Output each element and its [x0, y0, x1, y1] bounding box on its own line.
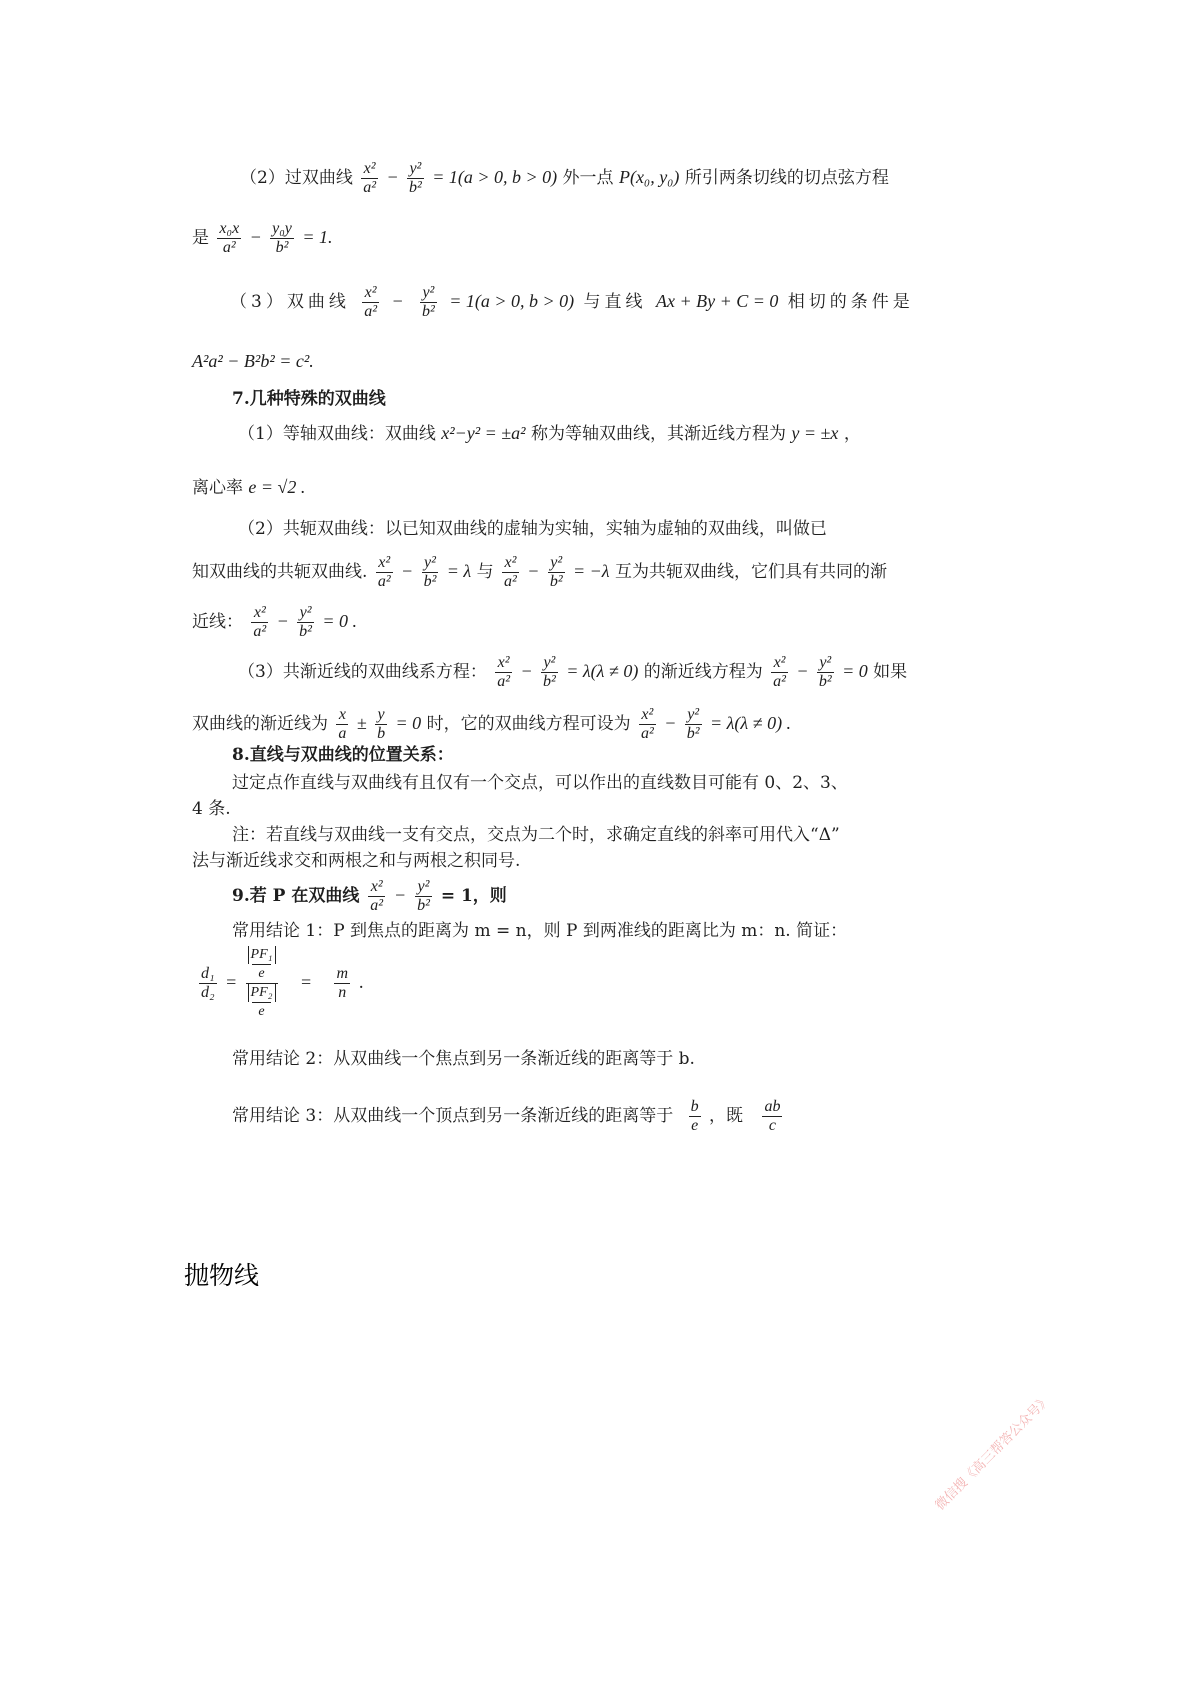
- fraction-d1-d2: $\frac{\text{d₁}}{\text{d₂}}$: [201, 965, 215, 1001]
- text: 相切的条件是: [787, 292, 914, 312]
- minus: −: [520, 661, 533, 681]
- fraction-y-b: $\frac{y}{b}$: [377, 706, 386, 742]
- text: 与: [476, 562, 494, 582]
- compound-fraction: [246, 946, 278, 1021]
- watermark: 微信搜《高三帮答公众号》: [932, 1392, 1054, 1514]
- denominator-e: e: [252, 964, 270, 983]
- fraction-x2-a2: $\frac{\text{x²}}{\text{a²}}$: [504, 554, 517, 590]
- text: 称为等轴双曲线，其渐近线方程为: [530, 424, 786, 444]
- equation: = 0: [842, 661, 868, 681]
- conclusion-1: 常用结论 1：P 到焦点的距离为 m = n，则 P 到两准线的距离比为 m：n. 简证：: [232, 921, 848, 941]
- section-heading-parabola: 抛物线: [184, 1261, 260, 1290]
- text: 是: [192, 228, 209, 248]
- text: 近线：: [192, 612, 243, 632]
- fraction-x2-a2: $\frac{\text{x²}}{\text{a²}}$: [253, 604, 267, 640]
- minus: −: [394, 885, 407, 905]
- section-7-item1: [238, 422, 861, 445]
- text: （2）过双曲线: [240, 168, 353, 188]
- text: （3）共渐近线的双曲线系方程：: [238, 662, 487, 682]
- fraction-x2-a2: $\frac{\text{x²}}{\text{a²}}$: [363, 160, 377, 196]
- text: 离心率: [192, 478, 243, 498]
- minus: −: [796, 661, 809, 681]
- paragraph-3-line1: [230, 284, 914, 321]
- text: 的渐近线方程为: [643, 662, 763, 682]
- section-8-line1: 过定点作直线与双曲线有且仅有一个交点，可以作出的直线数目可能有 0、2、3、: [232, 773, 848, 793]
- equation: x²−y² = ±a²: [441, 423, 526, 443]
- conclusion-2: 常用结论 2：从双曲线一个焦点到另一条渐近线的距离等于 b.: [232, 1049, 695, 1069]
- text: ，既: [709, 1106, 744, 1126]
- section-7-item1-ecc: [192, 476, 305, 499]
- fraction-x-a: $\frac{x}{a}$: [338, 706, 347, 742]
- text: 知双曲线的共轭双曲线.: [192, 562, 368, 582]
- text: 所引两条切线的切点弦方程: [684, 168, 889, 188]
- conclusion-1-proof: [196, 946, 364, 1021]
- denominator-e: e: [252, 1002, 270, 1021]
- fraction-x2-a2: $\frac{\text{x²}}{\text{a²}}$: [377, 554, 391, 590]
- line-equation: Ax + By + C = 0: [655, 291, 779, 311]
- section-7-item3-line2: [192, 706, 791, 743]
- text: （1）等轴双曲线：双曲线: [238, 424, 436, 444]
- section-7-item3-line1: [238, 654, 907, 691]
- equation: = λ(λ ≠ 0): [566, 661, 639, 681]
- fraction-x2-a2: $\frac{\text{x²}}{\text{a²}}$: [364, 284, 378, 320]
- section-8-note2: 法与渐近线求交和两根之和与两根之积同号.: [192, 851, 521, 871]
- fraction-x2-a2: $\frac{\text{x²}}{\text{a²}}$: [773, 654, 786, 690]
- fraction-y2-b2: $\frac{\text{y²}}{\text{b²}}$: [417, 878, 430, 914]
- compound-numerator: [246, 946, 278, 984]
- minus: −: [527, 561, 540, 581]
- text: 常用结论 3：从双曲线一个顶点到另一条渐近线的距离等于: [232, 1106, 674, 1126]
- fraction-y2-b2: $\frac{\text{y²}}{\text{b²}}$: [299, 604, 312, 640]
- text: 9.若 P 在双曲线: [232, 886, 360, 906]
- plus-minus: ±: [356, 713, 367, 733]
- equation: = 1(a > 0, b > 0): [432, 167, 558, 187]
- equation: = 1(a > 0, b > 0): [449, 291, 575, 311]
- paragraph-2-line1: [240, 160, 889, 197]
- fraction-y2-b2: $\frac{\text{y²}}{\text{b²}}$: [549, 554, 563, 590]
- section-8-note1: 注：若直线与双曲线一支有交点，交点为二个时，求确定直线的斜率可用代入“Δ”: [232, 825, 840, 845]
- section-9-title: [232, 878, 507, 915]
- compound-denominator: [246, 984, 278, 1021]
- fraction-y2-b2: $\frac{\text{y²}}{\text{b²}}$: [423, 554, 437, 590]
- text: 外一点: [562, 168, 614, 188]
- text: 双曲线的渐近线为: [192, 714, 328, 734]
- section-8-title: 8.直线与双曲线的位置关系：: [232, 745, 454, 765]
- tangent-condition: A²a² − B²b² = c².: [192, 351, 314, 371]
- text: ，: [843, 424, 861, 444]
- fraction-x2-a2: $\frac{\text{x²}}{\text{a²}}$: [497, 654, 511, 690]
- minus: −: [249, 227, 262, 247]
- minus: −: [391, 291, 408, 311]
- section-7-item2-line3: [192, 604, 357, 641]
- fraction-y2-b2: $\frac{\text{y²}}{\text{b²}}$: [686, 706, 700, 742]
- fraction-x0x-a2: $\frac{\text{x₀x}}{\text{a²}}$: [219, 220, 240, 256]
- abs-pf1: PF₁: [248, 946, 276, 964]
- text: （3）双曲线: [230, 292, 350, 312]
- fraction-y2-b2: $\frac{\text{y²}}{\text{b²}}$: [543, 654, 556, 690]
- fraction-x2-a2: $\frac{\text{x²}}{\text{a²}}$: [370, 878, 384, 914]
- minus: −: [401, 561, 414, 581]
- minus: −: [276, 611, 289, 631]
- text: 时，它的双曲线方程可设为: [426, 714, 631, 734]
- equation: = λ: [446, 561, 472, 581]
- conclusion-3: [232, 1098, 785, 1135]
- equation: = 0 .: [322, 611, 358, 631]
- fraction-y2-b2: $\frac{\text{y²}}{\text{b²}}$: [409, 160, 422, 196]
- fraction-ab-c: $\frac{ab}{c}$: [764, 1098, 781, 1134]
- text: 如果: [873, 662, 908, 682]
- paragraph-2-line2: [192, 220, 332, 257]
- fraction-b-e: $\frac{b}{e}$: [690, 1098, 699, 1134]
- point: P(x₀, y₀): [618, 167, 680, 187]
- section-7-title: 7.几种特殊的双曲线: [232, 389, 386, 409]
- equals: =: [299, 972, 313, 992]
- text: = 1，则: [440, 886, 507, 906]
- fraction-x2-a2: $\frac{\text{x²}}{\text{a²}}$: [640, 706, 654, 742]
- fraction-y2-b2: $\frac{\text{y²}}{\text{b²}}$: [422, 284, 435, 320]
- minus: −: [386, 167, 399, 187]
- equation: = −λ: [573, 561, 610, 581]
- equation: = 0: [395, 713, 422, 733]
- equation: = 1.: [302, 227, 333, 247]
- section-8-line2: 4 条.: [192, 799, 231, 819]
- section-7-item2-line2: [192, 554, 887, 591]
- equation: = λ(λ ≠ 0) .: [709, 713, 792, 733]
- text: 与直线: [583, 292, 647, 312]
- equals: =: [224, 972, 238, 992]
- text: 互为共轭双曲线，它们具有共同的渐: [615, 562, 888, 582]
- section-7-item2-line1: （2）共轭双曲线：以已知双曲线的虚轴为实轴，实轴为虚轴的双曲线，叫做已: [238, 519, 827, 539]
- fraction-y2-b2: $\frac{\text{y²}}{\text{b²}}$: [818, 654, 832, 690]
- eccentricity: e = √2 .: [248, 477, 306, 497]
- asymptote: y = ±x: [791, 423, 839, 443]
- fraction-y0y-b2: $\frac{\text{y₀y}}{\text{b²}}$: [272, 220, 292, 256]
- text: .: [358, 973, 364, 993]
- abs-pf2: PF₂: [248, 984, 276, 1002]
- minus: −: [664, 713, 677, 733]
- fraction-m-n: $\frac{m}{n}$: [336, 965, 349, 1001]
